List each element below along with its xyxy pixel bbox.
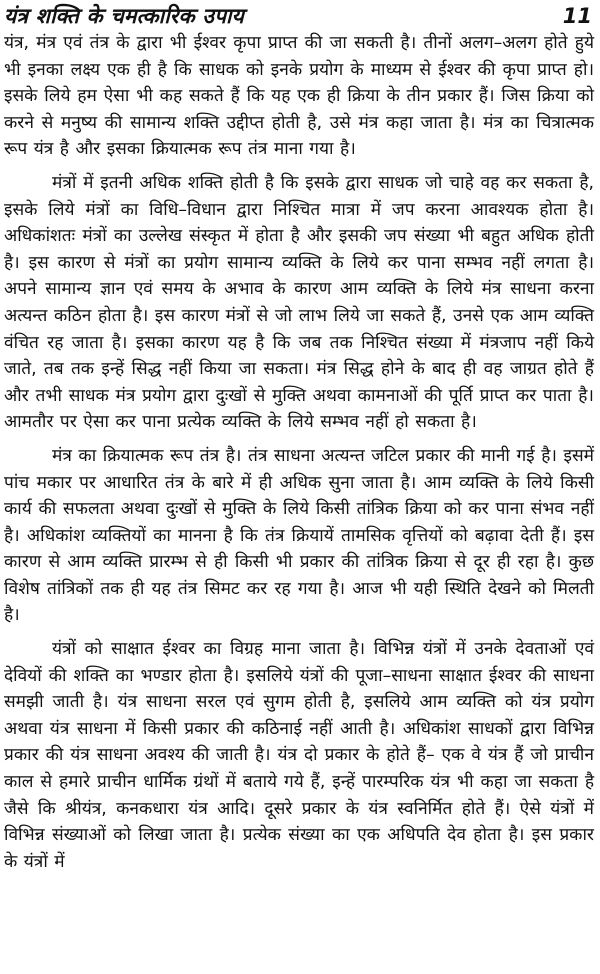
paragraph-1: यंत्र, मंत्र एवं तंत्र के द्वारा भी ईश्वर कृपा प्राप्त की जा सकती है। तीनों अलग–अलग होते हुये भी इनका लक्ष्य एक ही है कि साधक को इनके प्रयोग के माध्यम से ईश्वर की कृपा प्राप्त हो। इसके लिये हम ऐसा भी कह सकते हैं कि यह एक ही क्रिया के तीन प्रकार हैं। जिस क्रिया को करने से मनुष्य की सामान्य शक्ति उद्दीप्त होती है, उसे मंत्र कहा जाता है। मंत्र का चित्रात्मक रूप यंत्र है और इसका क्रियात्मक रूप तंत्र माना गया है। <box>4 33 594 160</box>
paragraph-4: यंत्रों को साक्षात ईश्वर का विग्रह माना जाता है। विभिन्न यंत्रों में उनके देवताओं एवं देवियों की शक्ति का भण्डार होता है। इसलिये यंत्रों की पूजा–साधना साक्षात ईश्वर की साधना समझी जाती है। यंत्र साधना सरल एवं सुगम होती है, इसलिये आम व्यक्ति को यंत्र प्रयोग अथवा यंत्र साधना में किसी प्रकार की कठिनाई नहीं आती है। अधिकांश साधकों द्वारा विभिन्न प्रकार की यंत्र साधना अवश्य की जाती है। यंत्र दो प्रकार के होते हैं– एक वे यंत्र हैं जो प्राचीन काल से हमारे प्राचीन धार्मिक ग्रंथों में बताये गये हैं, इन्हें पारम्परिक यंत्र भी कहा जा सकता है जैसे कि श्रीयंत्र, कनकधारा यंत्र आदि। दूसरे प्रकार के यंत्र स्वनिर्मित होते हैं। ऐसे यंत्रों में विभिन्न संख्याओं को लिखा जाता है। प्रत्येक संख्या का एक अधिपति देव होता है। इस प्रकार के यंत्रों में <box>4 639 594 872</box>
paragraph-2: मंत्रों में इतनी अधिक शक्ति होती है कि इसके द्वारा साधक जो चाहे वह कर सकता है, इसके लिये मंत्रों का विधि–विधान द्वारा निश्चित मात्रा में जप करना आवश्यक होता है। अधिकांशतः मंत्रों का उल्लेख संस्कृत में होता है और इसकी जप संख्या भी बहुत अधिक होती है। इस कारण से मंत्रों का प्रयोग सामान्य व्यक्ति के लिये कर पाना सम्भव नहीं लगता है। अपने सामान्य ज्ञान एवं समय के अभाव के कारण आम व्यक्ति के लिये मंत्र साधना करना अत्यन्त कठिन होता है। इस कारण मंत्रों से जो लाभ लिये जा सकते हैं, उनसे एक आम व्यक्ति वंचित रह जाता है। इसका कारण यह है कि जब तक निश्चित संख्या में मंत्रजाप नहीं किये जाते, तब तक इन्हें सिद्ध नहीं किया जा सकता। मंत्र सिद्ध होने के बाद ही वह जाग्रत होते हैं और तभी साधक मंत्र प्रयोग द्वारा दुःखों से मुक्ति अथवा कामनाओं की पूर्ति प्राप्त कर पाता है। आमतौर पर ऐसा कर पाना प्रत्येक व्यक्ति के लिये सम्भव नहीं हो सकता है। <box>4 172 594 433</box>
page-number: 11 <box>562 4 592 28</box>
body-text <box>4 30 594 875</box>
chapter-title: यंत्र शक्ति के चमत्कारिक उपाय <box>4 4 245 28</box>
running-header <box>4 0 594 30</box>
paragraph-3: मंत्र का क्रियात्मक रूप तंत्र है। तंत्र साधना अत्यन्त जटिल प्रकार की मानी गई है। इसमें पांच मकार पर आधारित तंत्र के बारे में ही अधिक सुना जाता है। आम व्यक्ति के लिये किसी कार्य की सफलता अथवा दुःखों से मुक्ति के लिये किसी तांत्रिक क्रिया को कर पाना संभव नहीं है। अधिकांश व्यक्तियों का मानना है कि तंत्र क्रियायें तामसिक वृत्तियों को बढ़ावा देती हैं। इस कारण से आम व्यक्ति प्रारम्भ से ही किसी भी प्रकार की तांत्रिक क्रिया से दूर ही रहा है। कुछ विशेष तांत्रिकों तक ही यह तंत्र सिमट कर रह गया है। आज भी यही स्थिति देखने को मिलती है। <box>4 445 594 626</box>
